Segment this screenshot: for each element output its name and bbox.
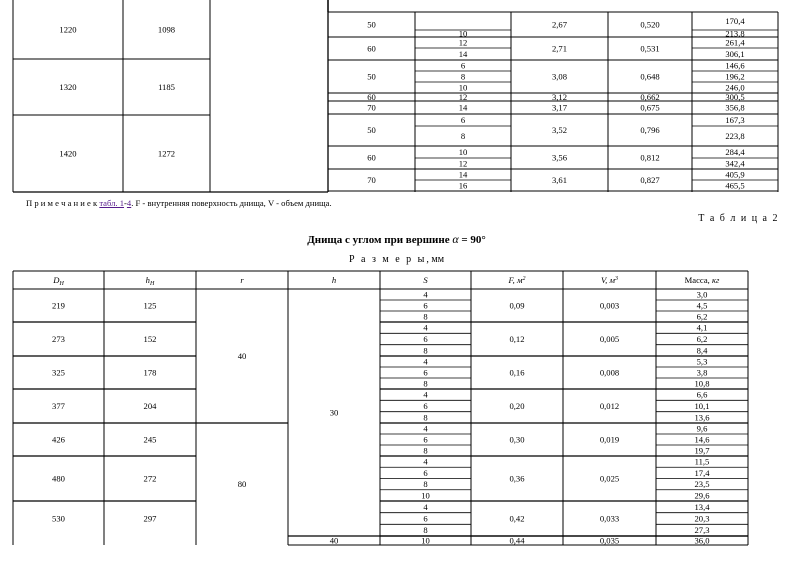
mass-cell: 3,8 [696, 367, 708, 378]
top-f-cell: 3,12 [551, 92, 568, 102]
mass-cell: 6,2 [696, 334, 708, 344]
top-s-cell: 16 [458, 180, 468, 191]
top-left-d-cell: 1320 [59, 82, 77, 92]
h-cell: 30 [329, 407, 339, 418]
mass-cell: 3,0 [696, 289, 708, 300]
s-cell: 4 [423, 322, 428, 333]
top-s-cell: 8 [460, 131, 466, 141]
s-cell: 8 [423, 378, 428, 389]
f-cell: 0,44 [509, 535, 525, 546]
s-cell: 8 [423, 445, 428, 456]
s-cell: 6 [423, 401, 428, 411]
hh-cell: 178 [143, 367, 157, 378]
s-cell: 6 [423, 367, 428, 378]
top-v-cell: 0,648 [640, 71, 660, 82]
v-cell: 0,012 [599, 401, 620, 411]
top-mass-cell: 196,2 [725, 71, 745, 82]
hh-cell: 152 [143, 334, 157, 344]
table-number: Т а б л и ц а 2 [698, 213, 779, 224]
mass-cell: 10,8 [694, 378, 710, 389]
top-v-cell: 0,675 [640, 102, 660, 113]
note-text: . F - внутренняя поверхность днища, V - объем днища. [131, 198, 332, 208]
dh-cell: 480 [52, 473, 65, 484]
mass-cell: 9,6 [696, 423, 708, 434]
top-s-cell: 14 [458, 49, 468, 59]
v-cell: 0,008 [599, 367, 620, 378]
s-cell: 4 [423, 289, 428, 300]
table-note [26, 198, 332, 208]
top-table [0, 0, 793, 200]
s-cell: 4 [423, 389, 428, 400]
r-cell: 40 [237, 351, 247, 361]
hh-cell: 245 [143, 434, 157, 445]
top-mass-cell: 356,8 [725, 102, 745, 113]
s-cell: 6 [423, 513, 428, 524]
r-cell: 80 [237, 479, 247, 489]
note-link-table-1[interactable]: табл. 1 [99, 198, 125, 208]
dh-cell: 530 [52, 513, 65, 524]
hh-cell: 272 [143, 473, 157, 484]
top-f-cell: 3,17 [551, 102, 568, 113]
hh-cell: 297 [143, 513, 157, 524]
s-cell: 8 [423, 345, 428, 356]
top-mass-cell: 465,5 [725, 180, 745, 191]
header-r: r [240, 275, 244, 285]
header-dh: $D_H$ [53, 275, 64, 287]
v-cell: 0,005 [599, 334, 620, 344]
s-cell: 4 [423, 356, 428, 367]
mass-cell: 20,3 [694, 513, 710, 524]
f-cell: 0,12 [509, 334, 525, 344]
top-s-cell: 10 [458, 82, 468, 93]
top-f-cell: 3,61 [551, 175, 568, 185]
mass-cell: 27,3 [694, 525, 710, 536]
mass-cell: 6,6 [696, 389, 708, 400]
top-mass-cell: 405,9 [725, 169, 745, 180]
top-s-cell: 12 [458, 158, 468, 169]
top-left-h-cell: 1185 [158, 82, 175, 92]
dh-cell: 219 [52, 300, 65, 311]
s-cell: 4 [423, 501, 428, 512]
s-cell: 8 [423, 412, 428, 423]
top-r-cell: 70 [367, 102, 376, 113]
top-s-cell: 14 [458, 102, 468, 113]
v-cell: 0,025 [599, 473, 620, 484]
top-r-cell: 50 [367, 125, 376, 135]
top-left-d-cell: 1420 [59, 148, 77, 159]
top-s-cell: 10 [458, 28, 468, 39]
s-cell: 8 [423, 525, 428, 536]
top-s-cell: 14 [458, 169, 468, 180]
mass-cell: 17,4 [694, 467, 710, 478]
header-v: V, $м^3$ [601, 275, 618, 285]
mass-cell: 4,5 [696, 300, 708, 311]
subtitle-unit: , мм [426, 254, 445, 265]
top-v-cell: 0,662 [640, 92, 660, 102]
v-cell: 0,003 [599, 300, 620, 311]
top-f-cell: 3,08 [551, 71, 568, 82]
top-mass-cell: 342,4 [725, 158, 745, 169]
note-prefix: П р и м е ч а н и е к [26, 198, 100, 208]
top-mass-cell: 146,6 [725, 60, 745, 71]
top-v-cell: 0,531 [640, 43, 660, 54]
s-cell: 6 [423, 334, 428, 344]
header-mass: Масса, кг [684, 275, 720, 285]
s-cell: 4 [423, 456, 428, 467]
f-cell: 0,09 [509, 300, 525, 311]
f-cell: 0,36 [509, 473, 525, 484]
top-f-cell: 2,71 [551, 43, 568, 54]
top-mass-cell: 306,1 [725, 49, 745, 59]
mass-cell: 4,1 [696, 322, 708, 333]
top-mass-cell: 246,0 [725, 82, 745, 93]
s-cell: 8 [423, 311, 428, 322]
mass-cell: 5,3 [696, 356, 708, 367]
hh-cell: 204 [143, 401, 157, 411]
s-cell: 6 [423, 300, 428, 311]
top-mass-cell: 167,3 [725, 115, 745, 125]
top-mass-cell: 261,4 [725, 37, 745, 48]
table-subtitle [0, 254, 793, 265]
dh-cell: 426 [52, 434, 65, 445]
top-f-cell: 3,56 [551, 152, 568, 163]
hh-cell: 125 [143, 300, 157, 311]
top-mass-cell: 223,8 [725, 131, 745, 141]
s-cell: 10 [421, 490, 430, 501]
f-cell: 0,42 [509, 513, 525, 524]
top-s-cell: 12 [458, 37, 468, 48]
mass-cell: 8,4 [696, 345, 708, 356]
s-cell: 4 [423, 423, 428, 434]
top-s-cell: 12 [458, 92, 468, 102]
dh-cell: 273 [52, 334, 65, 344]
header-h: h [331, 275, 337, 285]
top-left-d-cell: 1220 [59, 24, 77, 35]
s-cell: 10 [421, 535, 430, 546]
note-dash: - [124, 198, 127, 208]
top-s-cell: 6 [460, 115, 466, 125]
mass-cell: 11,5 [694, 456, 710, 467]
top-left-h-cell: 1272 [157, 148, 176, 159]
dh-cell: 325 [52, 367, 65, 378]
top-v-cell: 0,827 [640, 175, 660, 185]
mass-cell: 29,6 [694, 490, 710, 501]
header-s: S [423, 275, 428, 285]
top-r-cell: 70 [367, 175, 376, 185]
mass-cell: 23,5 [694, 479, 710, 490]
dh-cell: 377 [52, 401, 65, 411]
top-f-cell: 2,67 [551, 19, 568, 30]
top-r-cell: 60 [367, 92, 376, 102]
table-title [0, 232, 793, 247]
top-s-cell: 8 [460, 71, 466, 82]
top-left-h-cell: 1098 [157, 24, 176, 35]
top-s-cell: 6 [460, 60, 466, 71]
top-mass-cell: 213,8 [725, 28, 745, 39]
header-hh: $h_H$ [145, 275, 155, 287]
v-cell: 0,035 [599, 535, 620, 546]
mass-cell: 13,6 [694, 412, 710, 423]
top-mass-cell: 170,4 [725, 16, 745, 26]
top-s-cell: 10 [458, 147, 468, 157]
title-suffix: = 90° [458, 234, 486, 246]
h-cell: 40 [329, 535, 339, 546]
mass-cell: 10,1 [694, 401, 710, 411]
top-r-cell: 60 [367, 152, 376, 163]
note-link-table-4[interactable]: 4 [126, 198, 132, 208]
top-r-cell: 50 [367, 71, 376, 82]
header-f: F, $м^2$ [508, 275, 526, 285]
mass-cell: 36,0 [694, 535, 710, 546]
mass-cell: 13,4 [694, 501, 710, 512]
top-v-cell: 0,520 [640, 19, 660, 30]
top-mass-cell: 284,4 [725, 147, 745, 157]
top-v-cell: 0,796 [640, 125, 660, 135]
alpha-symbol: α [452, 232, 459, 246]
top-mass-cell: 300,5 [725, 92, 745, 102]
mass-cell: 6,2 [696, 311, 708, 322]
s-cell: 6 [423, 467, 428, 478]
s-cell: 6 [423, 434, 428, 445]
f-cell: 0,20 [509, 401, 525, 411]
v-cell: 0,033 [599, 513, 620, 524]
v-cell: 0,019 [599, 434, 620, 445]
subtitle-spaced: Р а з м е р ы [348, 254, 427, 265]
top-r-cell: 60 [367, 43, 376, 54]
mass-cell: 14,6 [694, 434, 710, 445]
mass-cell: 19,7 [694, 445, 710, 456]
s-cell: 8 [423, 479, 428, 490]
f-cell: 0,16 [509, 367, 525, 378]
top-r-cell: 50 [367, 19, 376, 30]
top-v-cell: 0,812 [640, 152, 660, 163]
title-text: Днища с углом при вершине [307, 234, 453, 246]
top-f-cell: 3,52 [551, 125, 568, 135]
f-cell: 0,30 [509, 434, 525, 445]
